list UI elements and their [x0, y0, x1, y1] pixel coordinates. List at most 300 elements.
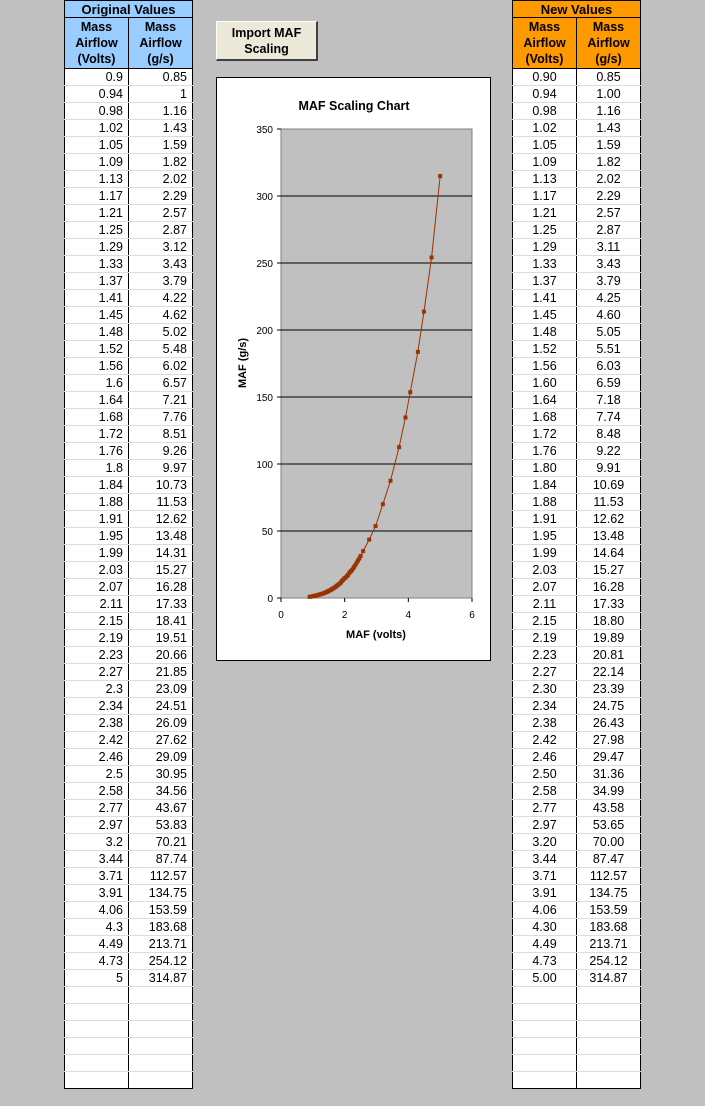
gs-cell[interactable]: 4.25 [577, 290, 641, 307]
volts-cell[interactable]: 0.90 [513, 69, 577, 86]
volts-cell[interactable]: 2.42 [65, 732, 129, 749]
empty-row [65, 1038, 193, 1055]
volts-cell[interactable]: 1.09 [513, 154, 577, 171]
volts-cell[interactable]: 1.64 [65, 392, 129, 409]
new-row [513, 970, 641, 987]
volts-cell[interactable]: 2.42 [513, 732, 577, 749]
empty-cell[interactable] [129, 987, 193, 1004]
volts-cell[interactable]: 0.98 [65, 103, 129, 120]
volts-cell[interactable]: 1.56 [65, 358, 129, 375]
empty-cell[interactable] [513, 1072, 577, 1089]
volts-cell[interactable]: 1.17 [65, 188, 129, 205]
volts-cell[interactable]: 5 [65, 970, 129, 987]
gs-cell[interactable]: 6.59 [577, 375, 641, 392]
gs-cell[interactable]: 9.97 [129, 460, 193, 477]
gs-cell[interactable]: 16.28 [577, 579, 641, 596]
maf-scaling-chart[interactable] [216, 77, 491, 661]
gs-cell[interactable]: 8.48 [577, 426, 641, 443]
empty-cell[interactable] [577, 1072, 641, 1089]
gs-cell[interactable]: 7.21 [129, 392, 193, 409]
volts-cell[interactable]: 2.27 [65, 664, 129, 681]
original-row [65, 120, 193, 137]
gs-cell[interactable]: 13.48 [577, 528, 641, 545]
volts-cell[interactable]: 2.03 [513, 562, 577, 579]
new-gs-header[interactable]: Mass Airflow (g/s) [577, 18, 641, 69]
empty-cell[interactable] [65, 1021, 129, 1038]
volts-cell[interactable]: 1.95 [65, 528, 129, 545]
gs-cell[interactable]: 15.27 [129, 562, 193, 579]
volts-cell[interactable]: 1.21 [513, 205, 577, 222]
y-tick-label: 0 [267, 594, 273, 605]
volts-cell[interactable]: 1.84 [513, 477, 577, 494]
volts-cell[interactable]: 2.27 [513, 664, 577, 681]
gs-cell[interactable]: 4.62 [129, 307, 193, 324]
volts-cell[interactable]: 1.56 [513, 358, 577, 375]
gs-cell[interactable]: 23.09 [129, 681, 193, 698]
original-row [65, 579, 193, 596]
x-axis-label: MAF (volts) [346, 629, 406, 641]
volts-cell[interactable]: 1.95 [513, 528, 577, 545]
original-row [65, 732, 193, 749]
empty-cell[interactable] [65, 987, 129, 1004]
gs-cell[interactable]: 2.02 [577, 171, 641, 188]
gs-cell[interactable]: 27.98 [577, 732, 641, 749]
empty-cell[interactable] [513, 987, 577, 1004]
gs-cell[interactable]: 3.11 [577, 239, 641, 256]
gs-cell[interactable]: 43.58 [577, 800, 641, 817]
data-point [367, 538, 371, 542]
volts-cell[interactable]: 0.9 [65, 69, 129, 86]
gs-cell[interactable]: 2.57 [577, 205, 641, 222]
gs-cell[interactable]: 5.51 [577, 341, 641, 358]
gs-cell[interactable]: 112.57 [129, 868, 193, 885]
volts-cell[interactable]: 3.71 [513, 868, 577, 885]
empty-cell[interactable] [129, 1004, 193, 1021]
original-row [65, 766, 193, 783]
gs-cell[interactable]: 53.65 [577, 817, 641, 834]
new-row [513, 868, 641, 885]
import-maf-scaling-button[interactable]: Import MAF Scaling [216, 21, 318, 61]
data-point [359, 554, 363, 558]
data-point [422, 310, 426, 314]
volts-cell[interactable]: 2.5 [65, 766, 129, 783]
volts-cell[interactable]: 2.77 [65, 800, 129, 817]
volts-cell[interactable]: 2.19 [65, 630, 129, 647]
gs-cell[interactable]: 70.21 [129, 834, 193, 851]
gs-cell[interactable]: 2.87 [129, 222, 193, 239]
gs-cell[interactable]: 1.43 [577, 120, 641, 137]
gs-cell[interactable]: 0.85 [577, 69, 641, 86]
gs-cell[interactable]: 213.71 [129, 936, 193, 953]
original-row [65, 426, 193, 443]
volts-cell[interactable]: 3.91 [513, 885, 577, 902]
volts-cell[interactable]: 2.38 [65, 715, 129, 732]
volts-cell[interactable]: 0.94 [65, 86, 129, 103]
original-row [65, 562, 193, 579]
volts-cell[interactable]: 1.21 [65, 205, 129, 222]
volts-cell[interactable]: 2.46 [513, 749, 577, 766]
gs-cell[interactable]: 112.57 [577, 868, 641, 885]
gs-cell[interactable]: 15.27 [577, 562, 641, 579]
new-row [513, 664, 641, 681]
y-tick-label: 50 [261, 527, 273, 538]
gs-cell[interactable]: 2.02 [129, 171, 193, 188]
new-row [513, 307, 641, 324]
empty-cell[interactable] [513, 1004, 577, 1021]
empty-cell[interactable] [513, 1021, 577, 1038]
volts-cell[interactable]: 3.2 [65, 834, 129, 851]
gs-cell[interactable]: 4.60 [577, 307, 641, 324]
volts-cell[interactable]: 2.23 [513, 647, 577, 664]
gs-cell[interactable]: 9.26 [129, 443, 193, 460]
gs-cell[interactable]: 22.14 [577, 664, 641, 681]
volts-cell[interactable]: 1.99 [65, 545, 129, 562]
gs-cell[interactable]: 20.66 [129, 647, 193, 664]
gs-cell[interactable]: 16.28 [129, 579, 193, 596]
volts-cell[interactable]: 2.97 [513, 817, 577, 834]
gs-cell[interactable]: 23.39 [577, 681, 641, 698]
gs-cell[interactable]: 9.22 [577, 443, 641, 460]
gs-cell[interactable]: 20.81 [577, 647, 641, 664]
volts-cell[interactable]: 0.94 [513, 86, 577, 103]
volts-cell[interactable]: 1.17 [513, 188, 577, 205]
new-row [513, 681, 641, 698]
volts-cell[interactable]: 1.8 [65, 460, 129, 477]
volts-cell[interactable]: 2.58 [65, 783, 129, 800]
volts-cell[interactable]: 4.49 [65, 936, 129, 953]
gs-cell[interactable]: 6.57 [129, 375, 193, 392]
new-row [513, 324, 641, 341]
volts-cell[interactable]: 4.3 [65, 919, 129, 936]
volts-cell[interactable]: 1.84 [65, 477, 129, 494]
volts-cell[interactable]: 1.80 [513, 460, 577, 477]
empty-row [65, 1072, 193, 1089]
gs-cell[interactable]: 87.47 [577, 851, 641, 868]
volts-cell[interactable]: 2.19 [513, 630, 577, 647]
empty-cell[interactable] [129, 1055, 193, 1072]
gs-cell[interactable]: 183.68 [577, 919, 641, 936]
volts-cell[interactable]: 2.03 [65, 562, 129, 579]
gs-cell[interactable]: 183.68 [129, 919, 193, 936]
volts-cell[interactable]: 1.25 [513, 222, 577, 239]
empty-cell[interactable] [577, 987, 641, 1004]
gs-cell[interactable]: 43.67 [129, 800, 193, 817]
volts-cell[interactable]: 4.06 [513, 902, 577, 919]
volts-cell[interactable]: 1.68 [65, 409, 129, 426]
empty-cell[interactable] [65, 1072, 129, 1089]
gs-cell[interactable]: 30.95 [129, 766, 193, 783]
gs-cell[interactable]: 19.89 [577, 630, 641, 647]
volts-cell[interactable]: 1.05 [513, 137, 577, 154]
volts-cell[interactable]: 1.45 [65, 307, 129, 324]
volts-cell[interactable]: 1.13 [65, 171, 129, 188]
volts-cell[interactable]: 2.34 [65, 698, 129, 715]
gs-cell[interactable]: 4.22 [129, 290, 193, 307]
volts-cell[interactable]: 1.60 [513, 375, 577, 392]
volts-cell[interactable]: 2.50 [513, 766, 577, 783]
original-volts-header[interactable]: Mass Airflow (Volts) [65, 18, 129, 69]
volts-cell[interactable]: 2.15 [65, 613, 129, 630]
volts-cell[interactable]: 3.91 [65, 885, 129, 902]
volts-cell[interactable]: 2.3 [65, 681, 129, 698]
volts-cell[interactable]: 2.46 [65, 749, 129, 766]
original-row [65, 630, 193, 647]
empty-row [513, 987, 641, 1004]
gs-cell[interactable]: 26.43 [577, 715, 641, 732]
gs-cell[interactable]: 3.43 [577, 256, 641, 273]
volts-cell[interactable]: 1.48 [513, 324, 577, 341]
gs-cell[interactable]: 34.56 [129, 783, 193, 800]
volts-cell[interactable]: 4.30 [513, 919, 577, 936]
gs-cell[interactable]: 2.87 [577, 222, 641, 239]
empty-cell[interactable] [129, 1072, 193, 1089]
gs-cell[interactable]: 7.18 [577, 392, 641, 409]
volts-cell[interactable]: 2.23 [65, 647, 129, 664]
gs-cell[interactable]: 3.43 [129, 256, 193, 273]
gs-cell[interactable]: 8.51 [129, 426, 193, 443]
gs-cell[interactable]: 1.16 [577, 103, 641, 120]
volts-cell[interactable]: 2.07 [65, 579, 129, 596]
gs-cell[interactable]: 153.59 [577, 902, 641, 919]
gs-cell[interactable]: 19.51 [129, 630, 193, 647]
original-row [65, 970, 193, 987]
volts-cell[interactable]: 1.88 [513, 494, 577, 511]
gs-cell[interactable]: 21.85 [129, 664, 193, 681]
new-row [513, 562, 641, 579]
gs-cell[interactable]: 12.62 [129, 511, 193, 528]
volts-cell[interactable]: 1.52 [65, 341, 129, 358]
empty-cell[interactable] [577, 1038, 641, 1055]
volts-cell[interactable]: 1.45 [513, 307, 577, 324]
volts-cell[interactable]: 2.30 [513, 681, 577, 698]
chart-title: MAF Scaling Chart [298, 99, 410, 113]
empty-cell[interactable] [65, 1055, 129, 1072]
new-row [513, 120, 641, 137]
gs-cell[interactable]: 53.83 [129, 817, 193, 834]
gs-cell[interactable]: 14.31 [129, 545, 193, 562]
volts-cell[interactable]: 1.68 [513, 409, 577, 426]
new-volts-header[interactable]: Mass Airflow (Volts) [513, 18, 577, 69]
new-row [513, 732, 641, 749]
empty-cell[interactable] [65, 1038, 129, 1055]
gs-cell[interactable]: 5.05 [577, 324, 641, 341]
original-row [65, 477, 193, 494]
gs-cell[interactable]: 34.99 [577, 783, 641, 800]
volts-cell[interactable]: 1.76 [513, 443, 577, 460]
original-row [65, 103, 193, 120]
volts-cell[interactable]: 0.98 [513, 103, 577, 120]
volts-cell[interactable]: 1.52 [513, 341, 577, 358]
gs-cell[interactable]: 134.75 [577, 885, 641, 902]
gs-cell[interactable]: 17.33 [577, 596, 641, 613]
gs-cell[interactable]: 10.73 [129, 477, 193, 494]
volts-cell[interactable]: 1.6 [65, 375, 129, 392]
gs-cell[interactable]: 1.59 [577, 137, 641, 154]
volts-cell[interactable]: 2.34 [513, 698, 577, 715]
volts-cell[interactable]: 1.29 [513, 239, 577, 256]
volts-cell[interactable]: 1.99 [513, 545, 577, 562]
volts-cell[interactable]: 5.00 [513, 970, 577, 987]
gs-cell[interactable]: 24.75 [577, 698, 641, 715]
original-row [65, 800, 193, 817]
gs-cell[interactable]: 27.62 [129, 732, 193, 749]
volts-cell[interactable]: 1.72 [65, 426, 129, 443]
gs-cell[interactable]: 314.87 [129, 970, 193, 987]
gs-cell[interactable]: 1.82 [129, 154, 193, 171]
volts-cell[interactable]: 2.15 [513, 613, 577, 630]
original-row [65, 290, 193, 307]
gs-cell[interactable]: 13.48 [129, 528, 193, 545]
gs-cell[interactable]: 87.74 [129, 851, 193, 868]
original-gs-header[interactable]: Mass Airflow (g/s) [129, 18, 193, 69]
original-row [65, 902, 193, 919]
volts-cell[interactable]: 3.44 [513, 851, 577, 868]
gs-cell[interactable]: 1.59 [129, 137, 193, 154]
empty-cell[interactable] [513, 1038, 577, 1055]
new-row [513, 409, 641, 426]
gs-cell[interactable]: 26.09 [129, 715, 193, 732]
gs-cell[interactable]: 17.33 [129, 596, 193, 613]
volts-cell[interactable]: 1.41 [65, 290, 129, 307]
volts-cell[interactable]: 1.88 [65, 494, 129, 511]
gs-cell[interactable]: 314.87 [577, 970, 641, 987]
empty-cell[interactable] [65, 1004, 129, 1021]
gs-cell[interactable]: 2.57 [129, 205, 193, 222]
gs-cell[interactable]: 12.62 [577, 511, 641, 528]
volts-cell[interactable]: 2.58 [513, 783, 577, 800]
new-row [513, 239, 641, 256]
volts-cell[interactable]: 2.11 [513, 596, 577, 613]
volts-cell[interactable]: 2.77 [513, 800, 577, 817]
gs-cell[interactable]: 10.69 [577, 477, 641, 494]
volts-cell[interactable]: 4.49 [513, 936, 577, 953]
new-row [513, 103, 641, 120]
empty-cell[interactable] [129, 1021, 193, 1038]
new-row [513, 783, 641, 800]
new-row [513, 630, 641, 647]
original-values-table [64, 0, 193, 1089]
new-row [513, 341, 641, 358]
volts-cell[interactable]: 2.11 [65, 596, 129, 613]
empty-cell[interactable] [513, 1055, 577, 1072]
volts-cell[interactable]: 1.48 [65, 324, 129, 341]
gs-cell[interactable]: 1 [129, 86, 193, 103]
gs-cell[interactable]: 3.12 [129, 239, 193, 256]
volts-cell[interactable]: 1.29 [65, 239, 129, 256]
volts-cell[interactable]: 4.06 [65, 902, 129, 919]
data-point [381, 502, 385, 506]
gs-cell[interactable]: 254.12 [129, 953, 193, 970]
volts-cell[interactable]: 1.05 [65, 137, 129, 154]
data-point [361, 549, 365, 553]
gs-cell[interactable]: 11.53 [129, 494, 193, 511]
original-row [65, 545, 193, 562]
empty-cell[interactable] [129, 1038, 193, 1055]
y-tick-label: 250 [256, 259, 273, 270]
gs-cell[interactable]: 29.47 [577, 749, 641, 766]
gs-cell[interactable]: 5.48 [129, 341, 193, 358]
gs-cell[interactable]: 254.12 [577, 953, 641, 970]
volts-cell[interactable]: 1.33 [65, 256, 129, 273]
gs-cell[interactable]: 213.71 [577, 936, 641, 953]
volts-cell[interactable]: 1.76 [65, 443, 129, 460]
new-row [513, 154, 641, 171]
volts-cell[interactable]: 1.72 [513, 426, 577, 443]
volts-cell[interactable]: 2.38 [513, 715, 577, 732]
volts-cell[interactable]: 3.71 [65, 868, 129, 885]
volts-cell[interactable]: 4.73 [513, 953, 577, 970]
volts-cell[interactable]: 1.37 [513, 273, 577, 290]
volts-cell[interactable]: 2.07 [513, 579, 577, 596]
empty-row [513, 1072, 641, 1089]
gs-cell[interactable]: 134.75 [129, 885, 193, 902]
volts-cell[interactable]: 1.33 [513, 256, 577, 273]
gs-cell[interactable]: 1.43 [129, 120, 193, 137]
volts-cell[interactable]: 3.44 [65, 851, 129, 868]
empty-cell[interactable] [577, 1021, 641, 1038]
volts-cell[interactable]: 1.91 [513, 511, 577, 528]
gs-cell[interactable]: 3.79 [129, 273, 193, 290]
gs-cell[interactable]: 2.29 [577, 188, 641, 205]
empty-cell[interactable] [577, 1004, 641, 1021]
gs-cell[interactable]: 18.41 [129, 613, 193, 630]
volts-cell[interactable]: 1.41 [513, 290, 577, 307]
volts-cell[interactable]: 1.02 [513, 120, 577, 137]
original-row [65, 273, 193, 290]
gs-cell[interactable]: 6.03 [577, 358, 641, 375]
gs-cell[interactable]: 11.53 [577, 494, 641, 511]
gs-cell[interactable]: 29.09 [129, 749, 193, 766]
new-values-title: New Values [513, 1, 641, 18]
volts-cell[interactable]: 1.25 [65, 222, 129, 239]
gs-cell[interactable]: 70.00 [577, 834, 641, 851]
gs-cell[interactable]: 1.82 [577, 154, 641, 171]
y-tick-label: 100 [256, 460, 273, 471]
empty-cell[interactable] [577, 1055, 641, 1072]
volts-cell[interactable]: 1.13 [513, 171, 577, 188]
gs-cell[interactable]: 1.16 [129, 103, 193, 120]
empty-row [513, 1055, 641, 1072]
volts-cell[interactable]: 1.09 [65, 154, 129, 171]
gs-cell[interactable]: 153.59 [129, 902, 193, 919]
volts-cell[interactable]: 4.73 [65, 953, 129, 970]
gs-cell[interactable]: 24.51 [129, 698, 193, 715]
gs-cell[interactable]: 6.02 [129, 358, 193, 375]
volts-cell[interactable]: 1.02 [65, 120, 129, 137]
gs-cell[interactable]: 0.85 [129, 69, 193, 86]
original-row [65, 698, 193, 715]
gs-cell[interactable]: 5.02 [129, 324, 193, 341]
gs-cell[interactable]: 2.29 [129, 188, 193, 205]
gs-cell[interactable]: 31.36 [577, 766, 641, 783]
empty-row [65, 1055, 193, 1072]
gs-cell[interactable]: 7.76 [129, 409, 193, 426]
gs-cell[interactable]: 18.80 [577, 613, 641, 630]
volts-cell[interactable]: 1.91 [65, 511, 129, 528]
original-row [65, 358, 193, 375]
volts-cell[interactable]: 3.20 [513, 834, 577, 851]
gs-cell[interactable]: 7.74 [577, 409, 641, 426]
gs-cell[interactable]: 3.79 [577, 273, 641, 290]
gs-cell[interactable]: 14.64 [577, 545, 641, 562]
gs-cell[interactable]: 9.91 [577, 460, 641, 477]
volts-cell[interactable]: 1.37 [65, 273, 129, 290]
gs-cell[interactable]: 1.00 [577, 86, 641, 103]
data-point [374, 524, 378, 528]
new-row [513, 545, 641, 562]
volts-cell[interactable]: 2.97 [65, 817, 129, 834]
volts-cell[interactable]: 1.64 [513, 392, 577, 409]
